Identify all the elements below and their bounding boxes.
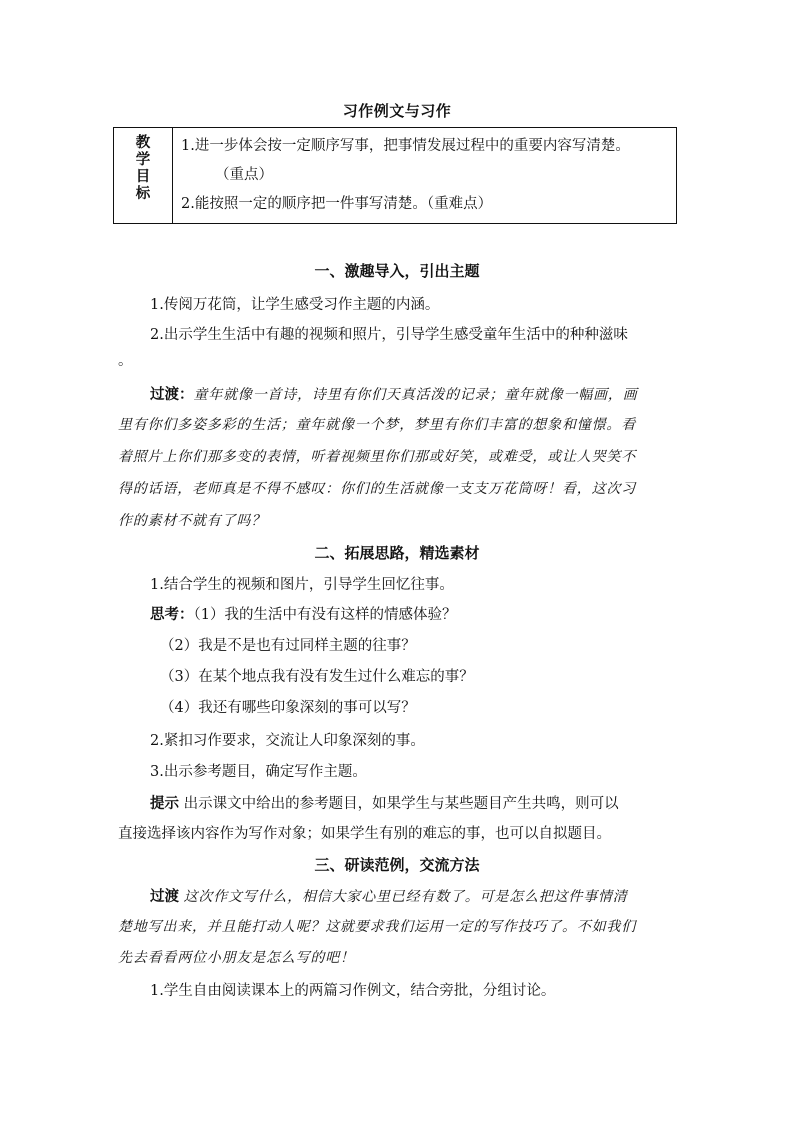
transition-label: 过渡： [150, 386, 194, 403]
section-2-paragraph-1: 1.结合学生的视频和图片，引导学生回忆往事。 [150, 577, 454, 593]
goal-item-1-note: （重点） [215, 167, 273, 183]
goal-item-2: 2.能按照一定的顺序把一件事写清楚。（重难点） [181, 196, 493, 212]
think-question-3: （3）在某个地点我有没有发生过什么难忘的事？ [160, 669, 474, 685]
transition-text: 童年就像一首诗，诗里有你们天真活泼的记录；童年就像一幅画，画 [193, 387, 638, 403]
goal-label-char: 学 [135, 151, 151, 168]
section-3-transition [150, 885, 628, 906]
teaching-goals-table [113, 127, 677, 224]
tip-text: 出示课文中给出的参考题目，如果学生与某些题目产生共鸣，则可以 [183, 796, 619, 812]
section-1-transition [150, 383, 638, 404]
section-2-heading: 二、拓展思路，精选素材 [314, 544, 480, 562]
transition-label: 过渡 [150, 888, 179, 905]
goal-label-char: 目 [135, 168, 151, 185]
think-question-1: （1）我的生活中有没有这样的情感体验？ [193, 607, 457, 623]
document-title: 习作例文与习作 [342, 102, 452, 120]
think-question-2: （2）我是不是也有过同样主题的往事？ [160, 638, 416, 654]
section-2-tip [150, 792, 619, 813]
section-1-paragraph-2: 2.出示学生生活中有趣的视频和照片，引导学生感受童年生活中的种种滋味 [150, 327, 628, 343]
think-question-4: （4）我还有哪些印象深刻的事可以写？ [160, 700, 416, 716]
goal-item-1: 1.进一步体会按一定顺序写事，把事情发展过程中的重要内容写清楚。 [181, 138, 630, 154]
transition-text-line: 里有你们多姿多彩的生活；童年就像一个梦，梦里有你们丰富的想象和憧憬。看 [118, 417, 636, 433]
section-2-paragraph-2: 2.紧扣习作要求，交流让人印象深刻的事。 [150, 733, 425, 749]
section-1-paragraph-2-end: 。 [118, 353, 133, 369]
section-3-paragraph-1: 1.学生自由阅读课本上的两篇习作例文，结合旁批，分组讨论。 [150, 983, 556, 999]
transition-text-line: 着照片上你们那多变的表情，听着视频里你们那或好笑，或难受，或让人哭笑不 [118, 449, 636, 465]
goal-label-char: 标 [135, 185, 151, 202]
teaching-goals-label [114, 128, 173, 224]
think-label: 思考： [150, 606, 194, 623]
goal-label-char: 教 [135, 134, 151, 151]
transition-text-line: 作的素材不就有了吗？ [118, 513, 266, 529]
section-3-heading: 三、研读范例，交流方法 [314, 856, 480, 874]
tip-text-line: 直接选择该内容作为写作对象；如果学生有别的难忘的事，也可以自拟题目。 [118, 826, 611, 842]
section-2-paragraph-3: 3.出示参考题目，确定写作主题。 [150, 764, 367, 780]
transition-text-line: 得的话语，老师真是不得不感叹：你们的生活就像一支支万花筒呀！看，这次习 [118, 481, 636, 497]
transition-text-line: 先去看看两位小朋友是怎么写的吧！ [118, 950, 355, 966]
tip-label: 提示 [150, 795, 179, 812]
section-1-heading: 一、激趣导入，引出主题 [314, 262, 480, 280]
section-2-think [150, 603, 456, 624]
teaching-goals-content [173, 128, 677, 224]
transition-text-line: 楚地写出来，并且能打动人呢？这就要求我们运用一定的写作技巧了。不如我们 [118, 919, 636, 935]
transition-text: 这次作文写什么，相信大家心里已经有数了。可是怎么把这件事情清 [183, 889, 628, 905]
section-1-paragraph-1: 1.传阅万花筒，让学生感受习作主题的内涵。 [150, 297, 440, 313]
